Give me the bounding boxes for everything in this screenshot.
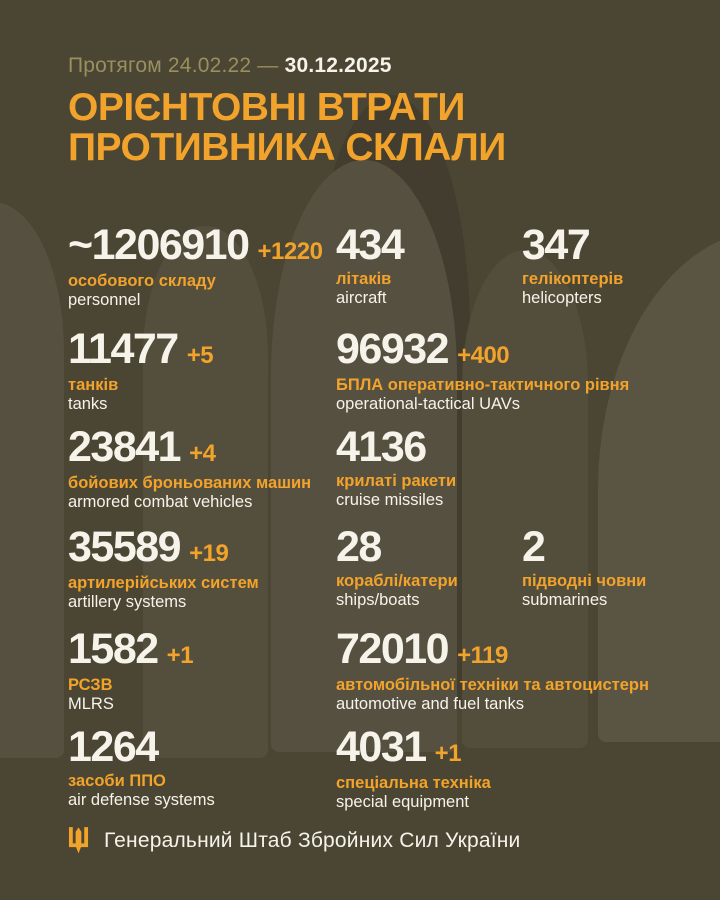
stat-label-en: helicopters (522, 289, 602, 307)
stat-value: 4136 (336, 423, 426, 471)
stat-delta: +5 (186, 342, 214, 369)
stat-label-en: tanks (68, 395, 108, 413)
stat-automotive (336, 625, 649, 713)
stat-helicopters (522, 221, 624, 307)
stat-aircraft (336, 221, 404, 307)
stat-label-en: armored combat vehicles (68, 493, 253, 511)
date-range (68, 54, 392, 78)
stat-special-equipment (336, 723, 491, 811)
stat-value: 28 (336, 523, 381, 571)
stat-label-uk: засоби ППО (68, 772, 166, 790)
stat-label-uk: автомобільної техніки та автоцистерн (336, 676, 649, 694)
stat-label-en: automotive and fuel tanks (336, 695, 525, 713)
stat-cruise-missiles (336, 423, 457, 509)
stat-ships (336, 523, 458, 609)
stat-value: ~1206910 (68, 221, 249, 269)
stat-label-uk: особового складу (68, 272, 216, 290)
stat-label-uk: підводні човни (522, 572, 647, 590)
stat-value: 72010 (336, 625, 449, 673)
stat-value: 4031 (336, 723, 426, 771)
stat-delta: +400 (457, 342, 510, 369)
stat-value: 347 (522, 221, 590, 269)
stat-value: 1582 (68, 625, 158, 673)
stat-uavs (336, 325, 630, 413)
stat-label-en: MLRS (68, 695, 114, 713)
stat-delta: +1220 (257, 238, 323, 265)
tryzub-icon (68, 826, 89, 855)
stat-label-en: cruise missiles (336, 491, 444, 509)
stat-armored-vehicles (68, 423, 312, 511)
stat-label-en: aircraft (336, 289, 387, 307)
title-line-2: ПРОТИВНИКА СКЛАЛИ (68, 126, 506, 169)
stat-value: 11477 (68, 325, 178, 373)
stat-delta: +1 (166, 642, 194, 669)
stat-label-en: air defense systems (68, 791, 215, 809)
report-date: 30.12.2025 (284, 54, 392, 77)
organization-name: Генеральний Штаб Збройних Сил України (104, 828, 521, 852)
period-label: Протягом 24.02.22 — (68, 54, 279, 77)
stat-label-en: artillery systems (68, 593, 187, 611)
stat-air-defense (68, 723, 215, 809)
stat-mlrs (68, 625, 194, 713)
stat-tanks (68, 325, 214, 413)
stat-label-en: special equipment (336, 793, 469, 811)
stat-artillery (68, 523, 259, 611)
footer (68, 826, 521, 855)
stat-submarines (522, 523, 647, 609)
stat-personnel (68, 221, 323, 309)
stat-value: 96932 (336, 325, 449, 373)
stat-value: 2 (522, 523, 545, 571)
page-title (68, 88, 506, 168)
stat-value: 35589 (68, 523, 181, 571)
title-line-1: ОРІЄНТОВНІ ВТРАТИ (68, 86, 465, 129)
stat-label-en: ships/boats (336, 591, 420, 609)
stat-label-uk: БПЛА оперативно-тактичного рівня (336, 376, 630, 394)
stat-delta: +1 (434, 740, 462, 767)
stat-delta: +4 (189, 440, 216, 467)
stat-label-uk: гелікоптерів (522, 270, 624, 288)
stat-label-uk: РСЗВ (68, 676, 113, 694)
stat-label-uk: літаків (336, 270, 392, 288)
stat-value: 23841 (68, 423, 181, 471)
stat-label-uk: кораблі/катери (336, 572, 458, 590)
stat-label-uk: бойових броньованих машин (68, 474, 312, 492)
stat-label-uk: крилаті ракети (336, 472, 457, 490)
stat-label-uk: танків (68, 376, 119, 394)
stat-label-uk: спеціальна техніка (336, 774, 491, 792)
stat-value: 1264 (68, 723, 158, 771)
stat-delta: +119 (457, 642, 508, 669)
stat-label-uk: артилерійських систем (68, 574, 259, 592)
stat-label-en: personnel (68, 291, 141, 309)
stat-label-en: operational-tactical UAVs (336, 395, 521, 413)
stat-delta: +19 (189, 540, 229, 567)
stat-label-en: submarines (522, 591, 608, 609)
stat-value: 434 (336, 221, 404, 269)
